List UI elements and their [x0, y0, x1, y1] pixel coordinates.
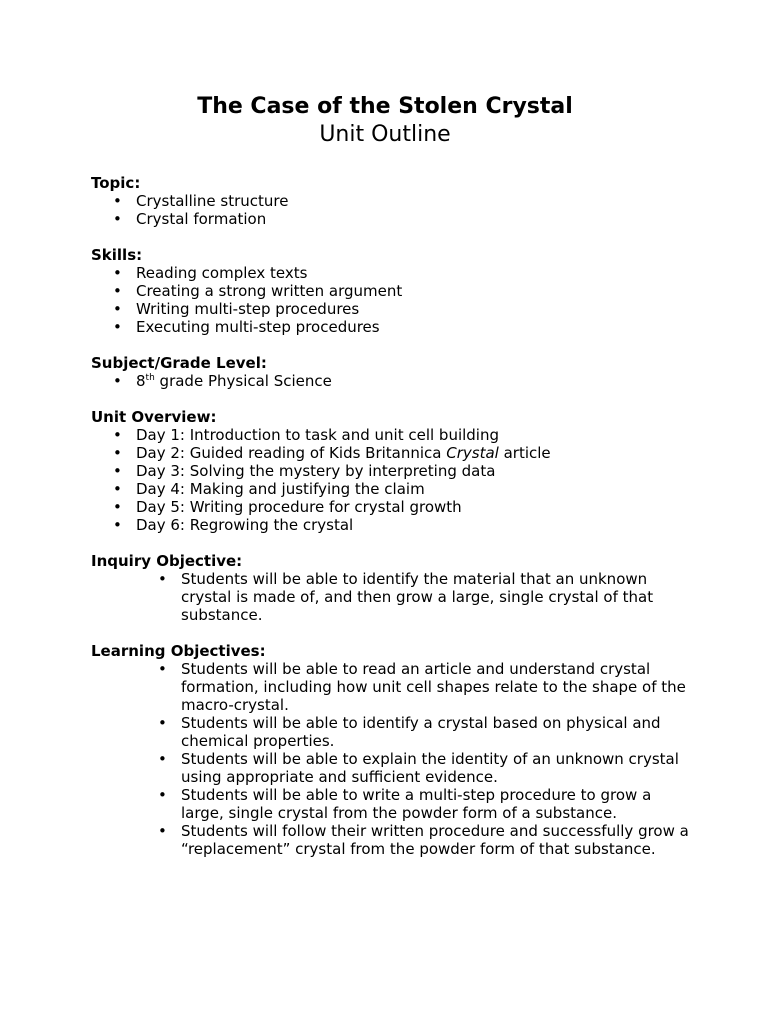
- list-item: • Crystalline structure: [91, 192, 751, 210]
- day2-suffix: article: [498, 444, 551, 462]
- learning-list: [91, 660, 751, 858]
- overview-section: [91, 408, 751, 534]
- subject-list: [91, 372, 751, 390]
- list-item: • Day 6: Regrowing the crystal: [91, 516, 751, 534]
- topic-list: [91, 192, 751, 228]
- document-body: [91, 174, 751, 876]
- list-item: • Students will be able to explain the identity of an unknown crystal using appropriate and sufficient evidence.: [91, 750, 691, 786]
- skills-heading: Skills:: [91, 246, 143, 264]
- list-item: • Students will follow their written procedure and successfully grow a “replacement” crystal from the powder form of that substance.: [91, 822, 691, 858]
- skills-section: [91, 246, 751, 336]
- document-subtitle: Unit Outline: [319, 122, 451, 147]
- overview-heading: Unit Overview:: [91, 408, 217, 426]
- day2-text: Day 2: Guided reading of Kids Britannica: [136, 444, 447, 462]
- list-item: • Students will be able to identify the material that an unknown crystal is made of, and then grow a large, single crystal of that substance.: [91, 570, 691, 624]
- subject-section: [91, 354, 751, 390]
- list-item: • Day 5: Writing procedure for crystal growth: [91, 498, 751, 516]
- list-item: • Students will be able to write a multi-step procedure to grow a large, single crystal from the powder form of a substance.: [91, 786, 691, 822]
- list-item: [91, 444, 751, 462]
- list-item: • Executing multi-step procedures: [91, 318, 751, 336]
- learning-heading: Learning Objectives:: [91, 642, 266, 660]
- grade-suffix: th: [145, 373, 155, 383]
- subject-heading: Subject/Grade Level:: [91, 354, 267, 372]
- inquiry-section: [91, 552, 751, 624]
- list-item: • Students will be able to read an article and understand crystal formation, including how unit cell shapes relate to the shape of the macro-crystal.: [91, 660, 691, 714]
- learning-section: [91, 642, 751, 858]
- inquiry-heading: Inquiry Objective:: [91, 552, 243, 570]
- list-item: • Students will be able to identify a crystal based on physical and chemical properties.: [91, 714, 691, 750]
- list-item: • Crystal formation: [91, 210, 751, 228]
- list-item: • Day 1: Introduction to task and unit cell building: [91, 426, 751, 444]
- document-title: The Case of the Stolen Crystal: [197, 94, 573, 119]
- list-item: • Day 3: Solving the mystery by interpreting data: [91, 462, 751, 480]
- grade-number: 8: [136, 372, 146, 390]
- skills-list: [91, 264, 751, 336]
- overview-list: [91, 426, 751, 534]
- inquiry-list: [91, 570, 751, 624]
- day2-article-title: Crystal: [446, 444, 499, 462]
- title-block: [0, 93, 770, 149]
- topic-section: [91, 174, 751, 228]
- list-item: • Reading complex texts: [91, 264, 751, 282]
- grade-text: grade Physical Science: [154, 372, 332, 390]
- list-item: • Writing multi-step procedures: [91, 300, 751, 318]
- list-item: • Day 4: Making and justifying the claim: [91, 480, 751, 498]
- list-item: [91, 372, 751, 390]
- topic-heading: Topic:: [91, 174, 141, 192]
- list-item: • Creating a strong written argument: [91, 282, 751, 300]
